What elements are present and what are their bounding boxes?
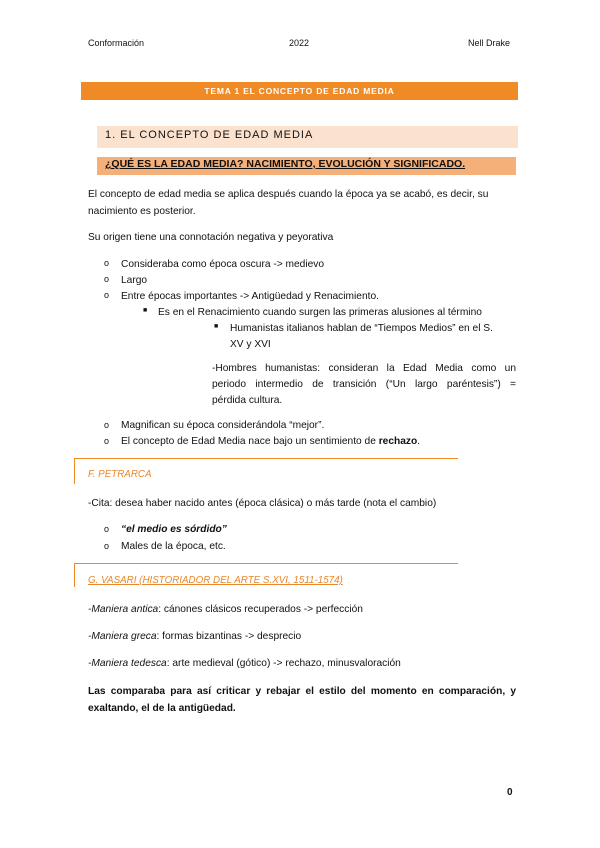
list-item-bold: rechazo [378,436,418,447]
quote-item: “el medio es sórdido” [121,524,227,535]
maniera-tedesca-desc: : arte medieval (gótico) -> rechazo, minusvaloración [166,658,401,669]
section-heading-2 [97,157,516,175]
divider [74,458,458,459]
humanistas-line-1: -Hombres humanistas: consideran la Edad Media como un [212,363,516,374]
humanistas-line-2: periodo intermedio de transición (“Un largo paréntesis”) = [212,379,516,390]
list-item-end: . [417,436,421,447]
divider [74,563,458,564]
maniera-greca-term: -Maniera greca [88,631,157,642]
list-item-text: El concepto de Edad Media nace bajo un sentimiento de [121,436,379,447]
circle-bullet-icon: o [104,290,110,300]
sub-sub-list-item: Humanistas italianos hablan de “Tiempos Medios” en el S. [230,323,493,334]
vasari-heading: G. VASARI (HISTORIADOR DEL ARTE S.XVI, 1511-1574) [88,575,343,586]
maniera-greca [88,628,301,645]
petrarca-heading: F. PETRARCA [88,469,152,480]
section-heading-1 [97,126,518,148]
list-item: Consideraba como época oscura -> medievo [121,259,325,270]
page-number: 0 [507,787,513,798]
maniera-tedesca-term: -Maniera tedesca [88,658,167,669]
maniera-antica-desc: : cánones clásicos recuperados -> perfección [158,604,363,615]
square-bullet-icon: ■ [214,323,219,330]
maniera-antica [88,601,363,618]
list-item [121,433,420,450]
humanistas-line-3: pérdida cultura. [212,395,283,406]
list-item: Entre épocas importantes -> Antigüedad y Renacimiento. [121,291,379,302]
intro-line-2: nacimiento es posterior. [88,206,196,217]
divider [74,458,75,484]
sub-list-item: Es en el Renacimiento cuando surgen las primeras alusiones al término [158,307,482,318]
maniera-antica-term: -Maniera antica [88,604,159,615]
cita-line: -Cita: desea haber nacido antes (época clásica) o más tarde (nota el cambio) [88,498,437,509]
circle-bullet-icon: o [104,420,110,430]
maniera-tedesca [88,655,401,672]
maniera-greca-desc: : formas bizantinas -> desprecio [156,631,302,642]
circle-bullet-icon: o [104,541,110,551]
header-left: Conformación [88,38,145,48]
intro-paragraph-2: Su origen tiene una connotación negativa y peyorativa [88,232,334,243]
list-item: Magnifican su época considerándola “mejor”. [121,420,325,431]
circle-bullet-icon: o [104,258,110,268]
intro-line-1: El concepto de edad media se aplica después cuando la época ya se acabó, es decir, su [88,189,489,200]
divider [74,563,75,587]
conclusion-line-2: exaltando, el de la antigüedad. [88,703,236,714]
header-center: 2022 [289,38,310,48]
circle-bullet-icon: o [104,436,110,446]
conclusion-line-1: Las comparaba para así criticar y rebajar el estilo del momento en comparación, y [88,686,516,697]
list-item: Males de la época, etc. [121,541,226,552]
topic-banner: TEMA 1 EL CONCEPTO DE EDAD MEDIA [81,82,518,100]
section-heading-2-text: ¿QUÉ ES LA EDAD MEDIA? NACIMIENTO, EVOLUCIÓN Y SIGNIFICADO. [105,158,466,170]
section-heading-1-text: 1. EL CONCEPTO DE EDAD MEDIA [105,129,314,141]
square-bullet-icon: ■ [143,307,148,314]
list-item: Largo [121,275,148,286]
circle-bullet-icon: o [104,524,110,534]
header-right: Nell Drake [468,38,511,48]
circle-bullet-icon: o [104,274,110,284]
sub-sub-list-item-cont: XV y XVI [230,339,271,350]
